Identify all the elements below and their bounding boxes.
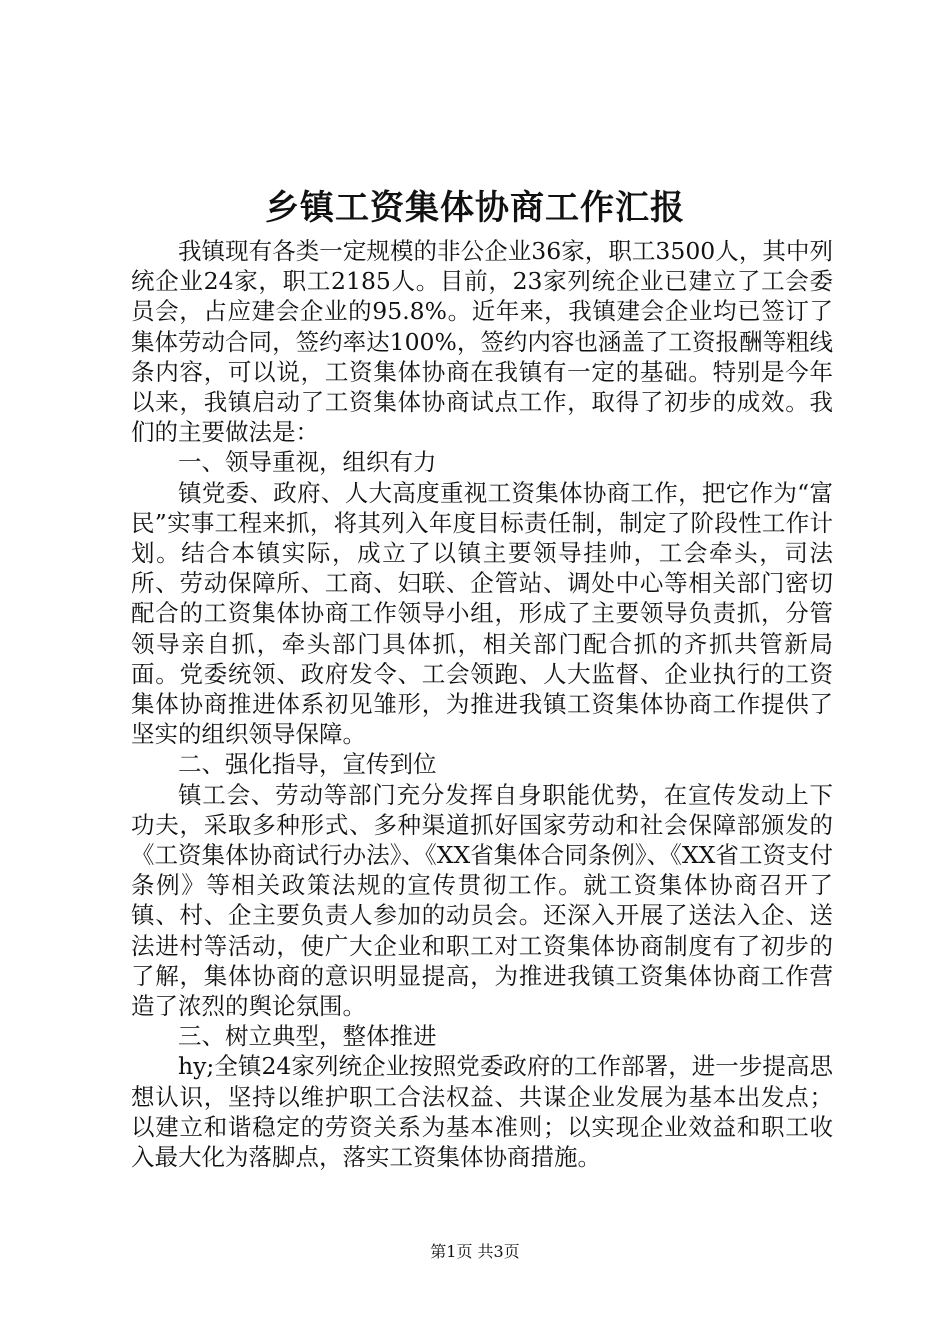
section-heading-1: 一、领导重视，组织有力 bbox=[178, 448, 437, 477]
document-title: 乡镇工资集体协商工作汇报 bbox=[265, 188, 685, 228]
paragraph-section-1: 镇党委、政府、人大高度重视工资集体协商工作，把它作为“富民”实事工程来抓，将其列入年度目标责任制，制定了阶段性工作计划。结合本镇实际，成立了以镇主要领导挂帅，工会牵头，司法所、劳动保障所、工商、妇联、企管站、调处中心等相关部门密切配合的工资集体协商工作领导小组，形成了主要领导负责抓，分管领导亲自抓，牵头部门具体抓，相关部门配合抓的齐抓共管新局面。党委统领、政府发令、工会领跑、人大监督、企业执行的工资集体协商推进体系初见雏形，为推进我镇工资集体协商工作提供了坚实的组织领导保障。 bbox=[131, 478, 833, 749]
page-footer: 第1页 共3页 bbox=[430, 1242, 520, 1261]
section-heading-3: 三、树立典型，整体推进 bbox=[178, 1022, 437, 1051]
document-body bbox=[131, 236, 833, 1172]
paragraph-intro: 我镇现有各类一定规模的非公企业36家，职工3500人，其中列统企业24家，职工2185人。目前，23家列统企业已建立了工会委员会，占应建会企业的95.8%。近年来，我镇建会企业均已签订了集体劳动合同，签约率达100%，签约内容也涵盖了工资报酬等粗线条内容，可以说，工资集体协商在我镇有一定的基础。特别是今年以来，我镇启动了工资集体协商试点工作，取得了初步的成效。我们的主要做法是： bbox=[131, 237, 833, 447]
paragraph-section-2: 镇工会、劳动等部门充分发挥自身职能优势，在宣传发动上下功夫，采取多种形式、多种渠道抓好国家劳动和社会保障部颁发的《工资集体协商试行办法》、《XX省集体合同条例》、《XX省工资支付条例》等相关政策法规的宣传贯彻工作。就工资集体协商召开了镇、村、企主要负责人参加的动员会。还深入开展了送法入企、送法进村等活动，使广大企业和职工对工资集体协商制度有了初步的了解，集体协商的意识明显提高，为推进我镇工资集体协商工作营造了浓烈的舆论氛围。 bbox=[131, 780, 833, 1021]
section-heading-2: 二、强化指导，宣传到位 bbox=[178, 750, 437, 779]
paragraph-section-3: hy;全镇24家列统企业按照党委政府的工作部署，进一步提高思想认识，坚持以维护职工合法权益、共谋企业发展为基本出发点；以建立和谐稳定的劳资关系为基本准则；以实现企业效益和职工收入最大化为落脚点，落实工资集体协商措施。 bbox=[131, 1052, 833, 1172]
